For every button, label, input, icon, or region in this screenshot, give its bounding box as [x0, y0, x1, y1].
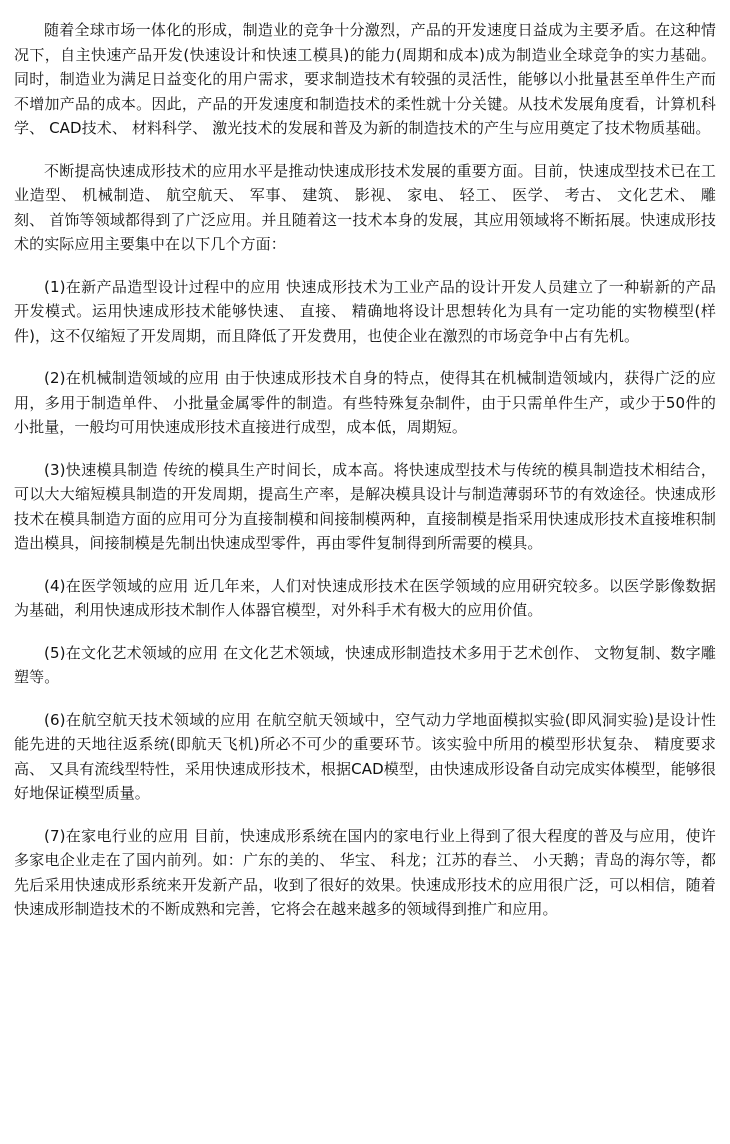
paragraph-product-design: (1)在新产品造型设计过程中的应用 快速成形技术为工业产品的设计开发人员建立了一种崭新的产品开发模式。运用快速成形技术能够快速、 直接、 精确地将设计思想转化为具有一定功能的实物模型(样件)，这不仅缩短了开发周期，而且降低了开发费用，也使企业在激烈的市场竞争中占有先机。 [14, 277, 716, 345]
paragraph-mechanical-manufacturing: (2)在机械制造领域的应用 由于快速成形技术自身的特点，使得其在机械制造领域内，获得广泛的应用，多用于制造单件、 小批量金属零件的制造。有些特殊复杂制件，由于只需单件生产，或少于50件的小批量，一般均可用快速成形技术直接进行成型，成本低，周期短。 [14, 369, 716, 436]
document-body [14, 18, 716, 940]
paragraph-culture-art: (5)在文化艺术领域的应用 在文化艺术领域，快速成形制造技术多用于艺术创作、 文物复制、数字雕塑等。 [14, 643, 716, 686]
paragraph-applications-overview: 不断提高快速成形技术的应用水平是推动快速成形技术发展的重要方面。目前，快速成型技术已在工业造型、 机械制造、 航空航天、 军事、 建筑、 影视、 家电、 轻工、 医学、 考古、 文化艺术、 雕刻、 首饰等领域都得到了广泛应用。并且随着这一技术本身的发展，其应用领域将不断拓展。快速成形技术的实际应用主要集中在以下几个方面： [14, 161, 716, 253]
paragraph-aerospace: (6)在航空航天技术领域的应用 在航空航天领域中，空气动力学地面模拟实验(即风洞实验)是设计性能先进的天地往返系统(即航天飞机)所必不可少的重要环节。该实验中所用的模型形状复杂、 精度要求高、 又具有流线型特性，采用快速成形技术，根据CAD模型，由快速成形设备自动完成实体模型，能够很好地保证模型质量。 [14, 710, 716, 802]
paragraph-intro: 随着全球市场一体化的形成，制造业的竞争十分激烈，产品的开发速度日益成为主要矛盾。在这种情况下，自主快速产品开发(快速设计和快速工模具)的能力(周期和成本)成为制造业全球竞争的实力基础。同时，制造业为满足日益变化的用户需求，要求制造技术有较强的灵活性，能够以小批量甚至单件生产而不增加产品的成本。因此，产品的开发速度和制造技术的柔性就十分关键。从技术发展角度看，计算机科学、 CAD技术、 材料科学、 激光技术的发展和普及为新的制造技术的产生与应用奠定了技术物质基础。 [14, 21, 716, 137]
paragraph-home-appliance: (7)在家电行业的应用 目前，快速成形系统在国内的家电行业上得到了很大程度的普及与应用，使许多家电企业走在了国内前列。如：广东的美的、 华宝、 科龙；江苏的春兰、 小天鹅；青岛的海尔等，都先后采用快速成形系统来开发新产品，收到了很好的效果。快速成形技术的应用很广泛，可以相信，随着快速成形制造技术的不断成熟和完善，它将会在越来越多的领域得到推广和应用。 [14, 826, 716, 918]
paragraph-rapid-tooling: (3)快速模具制造 传统的模具生产时间长，成本高。将快速成型技术与传统的模具制造技术相结合，可以大大缩短模具制造的开发周期，提高生产率，是解决模具设计与制造薄弱环节的有效途径。快速成形技术在模具制造方面的应用可分为直接制模和间接制模两种，直接制模是指采用快速成形技术直接堆积制造出模具，间接制模是先制出快速成型零件，再由零件复制得到所需要的模具。 [14, 460, 716, 552]
paragraph-medical: (4)在医学领域的应用 近几年来，人们对快速成形技术在医学领域的应用研究较多。以医学影像数据为基础，利用快速成形技术制作人体器官模型，对外科手术有极大的应用价值。 [14, 576, 716, 619]
